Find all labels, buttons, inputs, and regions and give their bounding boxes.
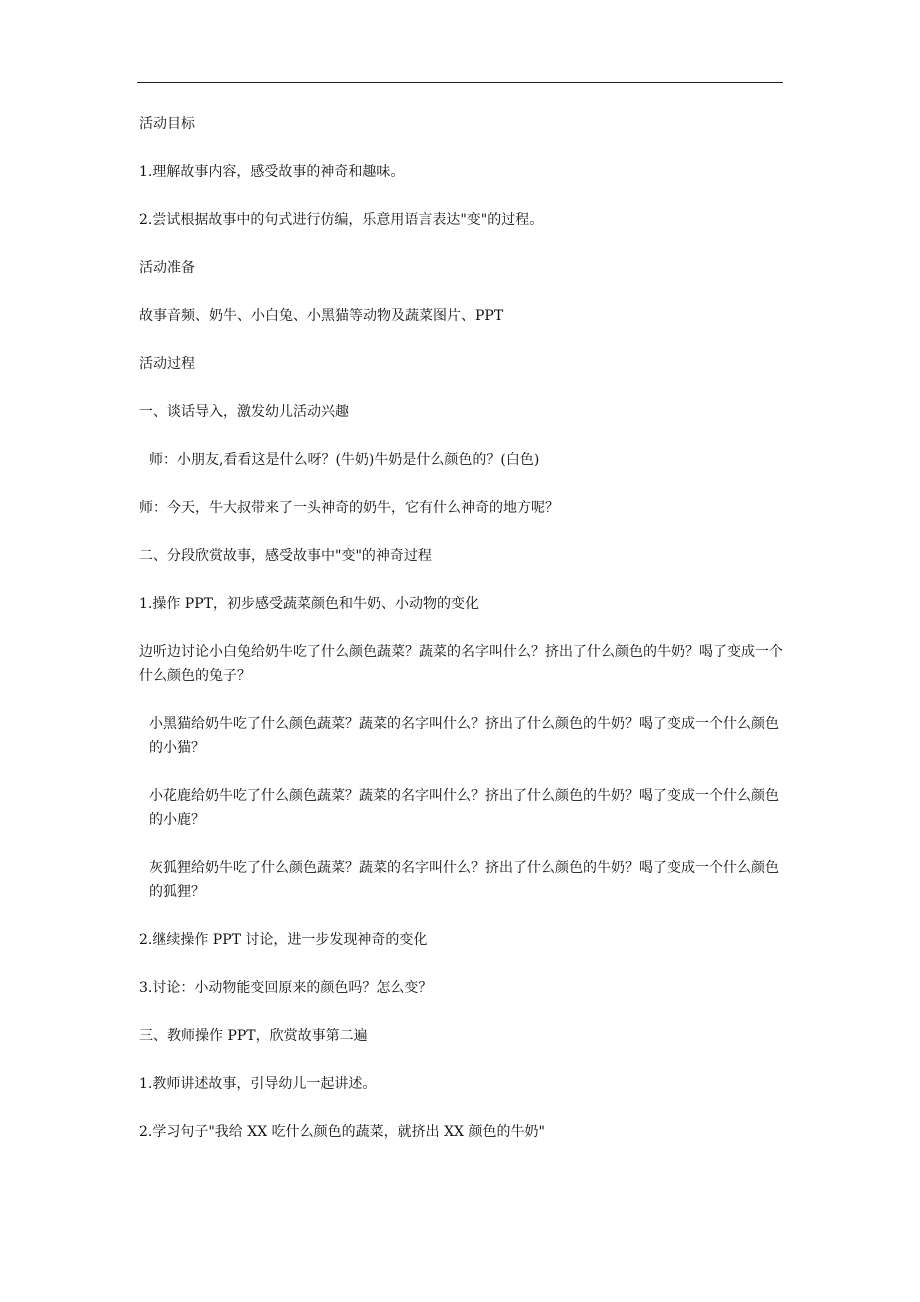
- paragraph: 2.继续操作 PPT 讨论，进一步发现神奇的变化: [139, 932, 428, 948]
- paragraph: 灰狐狸给奶牛吃了什么颜色蔬菜？蔬菜的名字叫什么？挤出了什么颜色的牛奶？喝了变成一个什么颜色的狐狸？: [149, 860, 779, 900]
- paragraph: 1.教师讲述故事，引导幼儿一起讲述。: [139, 1076, 377, 1092]
- section-heading-goals: 活动目标: [139, 116, 195, 132]
- paragraph: 师：今天，牛大叔带来了一头神奇的奶牛，它有什么神奇的地方呢？: [139, 500, 559, 516]
- paragraph: 故事音频、奶牛、小白兔、小黑猫等动物及蔬菜图片、PPT: [139, 308, 504, 324]
- section-heading-process: 活动过程: [139, 356, 195, 372]
- paragraph: 二、分段欣赏故事，感受故事中"变"的神奇过程: [139, 548, 432, 564]
- header-rule: [137, 82, 783, 83]
- paragraph: 三、教师操作 PPT，欣赏故事第二遍: [139, 1028, 368, 1044]
- paragraph: 边听边讨论小白兔给奶牛吃了什么颜色蔬菜？蔬菜的名字叫什么？挤出了什么颜色的牛奶？喝了变成一个什么颜色的兔子？: [139, 644, 783, 684]
- paragraph: 师：小朋友,看看这是什么呀？(牛奶)牛奶是什么颜色的？(白色): [149, 452, 540, 468]
- paragraph: 小黑猫给奶牛吃了什么颜色蔬菜？蔬菜的名字叫什么？挤出了什么颜色的牛奶？喝了变成一个什么颜色的小猫？: [149, 716, 779, 756]
- paragraph: 2.学习句子"我给 XX 吃什么颜色的蔬菜，就挤出 XX 颜色的牛奶": [139, 1124, 545, 1140]
- paragraph: 小花鹿给奶牛吃了什么颜色蔬菜？蔬菜的名字叫什么？挤出了什么颜色的牛奶？喝了变成一个什么颜色的小鹿？: [149, 788, 779, 828]
- section-heading-preparation: 活动准备: [139, 260, 195, 276]
- paragraph: 1.理解故事内容，感受故事的神奇和趣味。: [139, 164, 405, 180]
- document-body: [139, 112, 789, 1168]
- paragraph: 1.操作 PPT，初步感受蔬菜颜色和牛奶、小动物的变化: [139, 596, 479, 612]
- paragraph: 一、谈话导入，激发幼儿活动兴趣: [139, 404, 349, 420]
- paragraph: 3.讨论：小动物能变回原来的颜色吗？怎么变？: [139, 980, 433, 996]
- paragraph: 2.尝试根据故事中的句式进行仿编，乐意用语言表达"变"的过程。: [139, 212, 544, 228]
